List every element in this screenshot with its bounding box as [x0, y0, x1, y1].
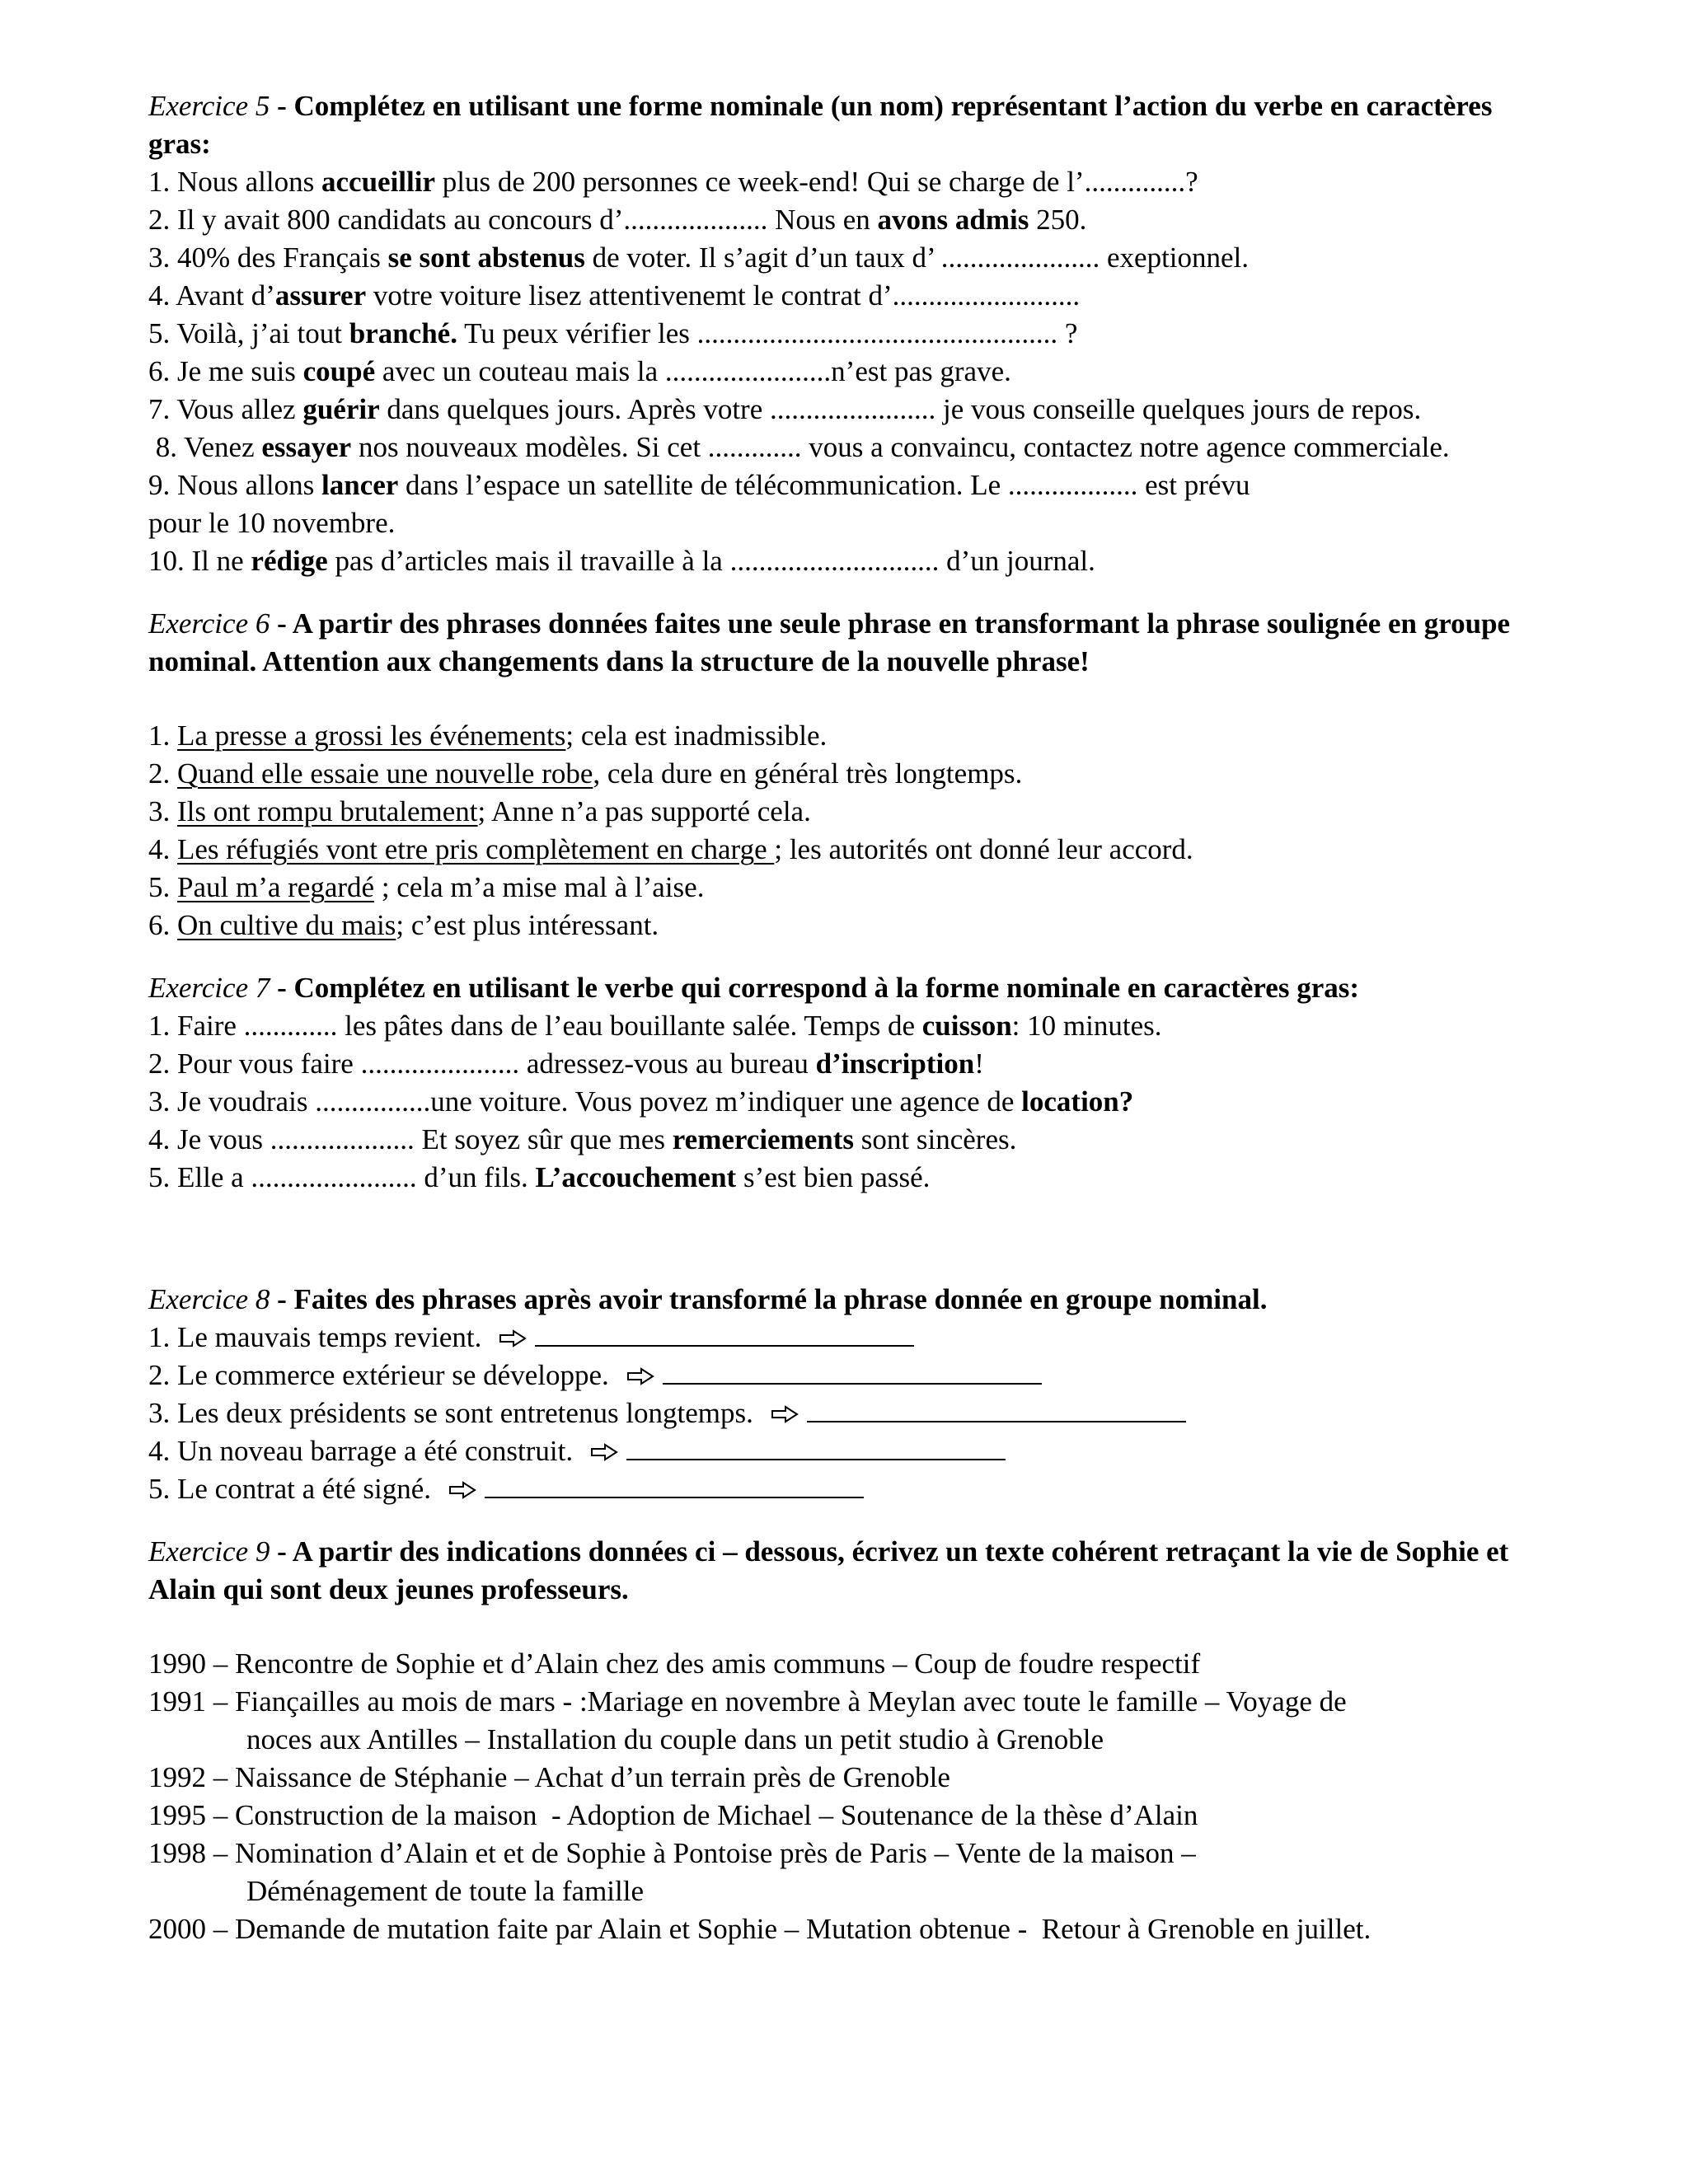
exercise-5-item: 5. Voilà, j’ai tout branché. Tu peux vérifier les .................................................. ?: [148, 317, 1078, 349]
exercise-8-item: 1. Le mauvais temps revient.: [148, 1319, 1550, 1357]
exercise-8-title: Exercice 8: [148, 1283, 270, 1315]
answer-line[interactable]: [626, 1434, 1006, 1460]
answer-line[interactable]: [535, 1320, 914, 1347]
timeline-year: 1998 –: [148, 1837, 235, 1869]
exercise-5: [148, 87, 1550, 580]
arrow-right-icon: [590, 1443, 618, 1461]
timeline-text: Rencontre de Sophie et d’Alain chez des amis communs – Coup de foudre respectif: [235, 1647, 1201, 1680]
exercise-7-heading: Exercice 7 - Complétez en utilisant le verbe qui correspond à la forme nominale en caractères gras:: [148, 972, 1360, 1004]
timeline-entry: [148, 1910, 1550, 1948]
exercise-7-item: 2. Pour vous faire ...................... adressez-vous au bureau d’inscription!: [148, 1047, 984, 1080]
timeline-text: Déménagement de toute la famille: [246, 1875, 645, 1907]
exercise-6-item: 6. On cultive du mais; c’est plus intéressant.: [148, 909, 659, 941]
answer-line[interactable]: [663, 1358, 1042, 1385]
timeline-text: Demande de mutation faite par Alain et Sophie – Mutation obtenue - Retour à Grenoble en juillet.: [235, 1913, 1372, 1945]
timeline-entry: [148, 1835, 1550, 1910]
exercise-5-title: Exercice 5: [148, 90, 270, 122]
exercise-8-heading: Exercice 8 - Faites des phrases après avoir transformé la phrase donnée en groupe nominal.: [148, 1283, 1268, 1315]
arrow-right-icon: [771, 1405, 799, 1423]
exercise-9-heading: Exercice 9 - A partir des indications données ci – dessous, écrivez un texte cohérent retraçant la vie de Sophie et Alain qui sont deux jeunes professeurs.: [148, 1535, 1509, 1605]
exercise-9-title: Exercice 9: [148, 1535, 270, 1568]
timeline-text: Fiançailles au mois de mars - :Mariage en novembre à Meylan avec toute le famille – Voyage de: [235, 1685, 1347, 1718]
exercise-7: [148, 969, 1550, 1197]
exercise-5-item: 6. Je me suis coupé avec un couteau mais la .......................n’est pas grave.: [148, 355, 1011, 387]
exercise-6-heading: Exercice 6 - A partir des phrases données faites une seule phrase en transformant la phrase soulignée en groupe nominal. Attention aux changements dans la structure de la nouvelle phrase!: [148, 607, 1511, 677]
exercise-6-item: 3. Ils ont rompu brutalement; Anne n’a pas supporté cela.: [148, 795, 811, 827]
exercise-8: [148, 1281, 1550, 1508]
exercise-5-item: 8. Venez essayer nos nouveaux modèles. Si cet ............. vous a convaincu, contactez notre agence commerciale.: [148, 431, 1450, 463]
exercise-6-item: 4. Les réfugiés vont etre pris complètement en charge ; les autorités ont donné leur accord.: [148, 833, 1193, 865]
timeline-text: noces aux Antilles – Installation du couple dans un petit studio à Grenoble: [246, 1723, 1104, 1755]
timeline-year: 1992 –: [148, 1761, 235, 1793]
exercise-8-item: 3. Les deux présidents se sont entretenus longtemps.: [148, 1394, 1550, 1432]
exercise-7-item: 5. Elle a ....................... d’un fils. L’accouchement s’est bien passé.: [148, 1161, 931, 1193]
arrow-right-icon: [448, 1481, 476, 1499]
timeline-text: Construction de la maison - Adoption de Michael – Soutenance de la thèse d’Alain: [235, 1799, 1198, 1831]
exercise-5-instruction: Complétez en utilisant une forme nominale (un nom) représentant l’action du verbe en caractères gras:: [148, 90, 1493, 160]
exercise-8-item: 2. Le commerce extérieur se développe.: [148, 1357, 1550, 1394]
timeline-year: 1995 –: [148, 1799, 235, 1831]
exercise-5-item: 3. 40% des Français se sont abstenus de voter. Il s’agit d’un taux d’ ...................... exeptionnel.: [148, 241, 1250, 274]
answer-line[interactable]: [485, 1472, 864, 1498]
timeline-text: Nomination d’Alain et et de Sophie à Pontoise près de Paris – Vente de la maison –: [235, 1837, 1196, 1869]
exercise-8-item: 5. Le contrat a été signé.: [148, 1470, 1550, 1508]
exercise-7-item: 3. Je voudrais ................une voiture. Vous povez m’indiquer une agence de location?: [148, 1085, 1134, 1118]
exercise-6-item: 5. Paul m’a regardé ; cela m’a mise mal à l’aise.: [148, 871, 705, 903]
exercise-5-item: 4. Avant d’assurer votre voiture lisez attentivenemt le contrat d’..........................: [148, 279, 1081, 312]
timeline-text: Naissance de Stéphanie – Achat d’un terrain près de Grenoble: [235, 1761, 950, 1793]
exercise-6-instruction: A partir des phrases données faites une seule phrase en transformant la phrase soulignée en groupe nominal. Attention aux changements dans la structure de la nouvelle phrase!: [148, 607, 1511, 677]
arrow-right-icon: [626, 1367, 654, 1385]
exercise-8-instruction: Faites des phrases après avoir transformé la phrase donnée en groupe nominal.: [293, 1283, 1268, 1315]
exercise-8-item: 4. Un noveau barrage a été construit.: [148, 1432, 1550, 1470]
timeline-entry: [148, 1759, 1550, 1797]
timeline-entry: [148, 1797, 1550, 1835]
timeline-year: 1991 –: [148, 1685, 235, 1718]
timeline-year: 1990 –: [148, 1647, 235, 1680]
exercise-7-item: 4. Je vous .................... Et soyez sûr que mes remerciements sont sincères.: [148, 1123, 1017, 1155]
timeline-entry: [148, 1645, 1550, 1683]
exercise-9: [148, 1533, 1550, 1948]
exercise-5-item: 7. Vous allez guérir dans quelques jours. Après votre ....................... je vous conseille quelques jours de repos.: [148, 393, 1422, 425]
exercise-6-item: 2. Quand elle essaie une nouvelle robe, cela dure en général très longtemps.: [148, 757, 1023, 790]
exercise-5-item: 2. Il y avait 800 candidats au concours d’.................... Nous en avons admis 250.: [148, 204, 1087, 236]
arrow-right-icon: [499, 1329, 527, 1347]
exercise-9-instruction: A partir des indications données ci – dessous, écrivez un texte cohérent retraçant la vie de Sophie et Alain qui sont deux jeunes professeurs.: [148, 1535, 1509, 1605]
exercise-7-item: 1. Faire ............. les pâtes dans de l’eau bouillante salée. Temps de cuisson: 10 minutes.: [148, 1010, 1162, 1042]
timeline-year: 2000 –: [148, 1913, 235, 1945]
exercise-7-instruction: Complétez en utilisant le verbe qui correspond à la forme nominale en caractères gras:: [293, 972, 1360, 1004]
exercise-6: [148, 605, 1550, 944]
worksheet-page: [148, 87, 1550, 1948]
exercise-6-title: Exercice 6: [148, 607, 270, 640]
exercise-5-item: 10. Il ne rédige pas d’articles mais il travaille à la ............................. d’un journal.: [148, 545, 1095, 577]
answer-line[interactable]: [807, 1396, 1186, 1422]
exercise-5-item: 1. Nous allons accueillir plus de 200 personnes ce week-end! Qui se charge de l’..............?: [148, 166, 1198, 198]
timeline: [148, 1645, 1550, 1948]
exercise-5-heading: Exercice 5 - Complétez en utilisant une forme nominale (un nom) représentant l’action du verbe en caractères gras:: [148, 90, 1493, 160]
exercise-7-title: Exercice 7: [148, 972, 270, 1004]
exercise-5-item: 9. Nous allons lancer dans l’espace un satellite de télécommunication. Le .................. est prévu pour le 10 novembre.: [148, 469, 1250, 539]
timeline-entry: [148, 1683, 1550, 1759]
exercise-6-item: 1. La presse a grossi les événements; cela est inadmissible.: [148, 719, 828, 752]
